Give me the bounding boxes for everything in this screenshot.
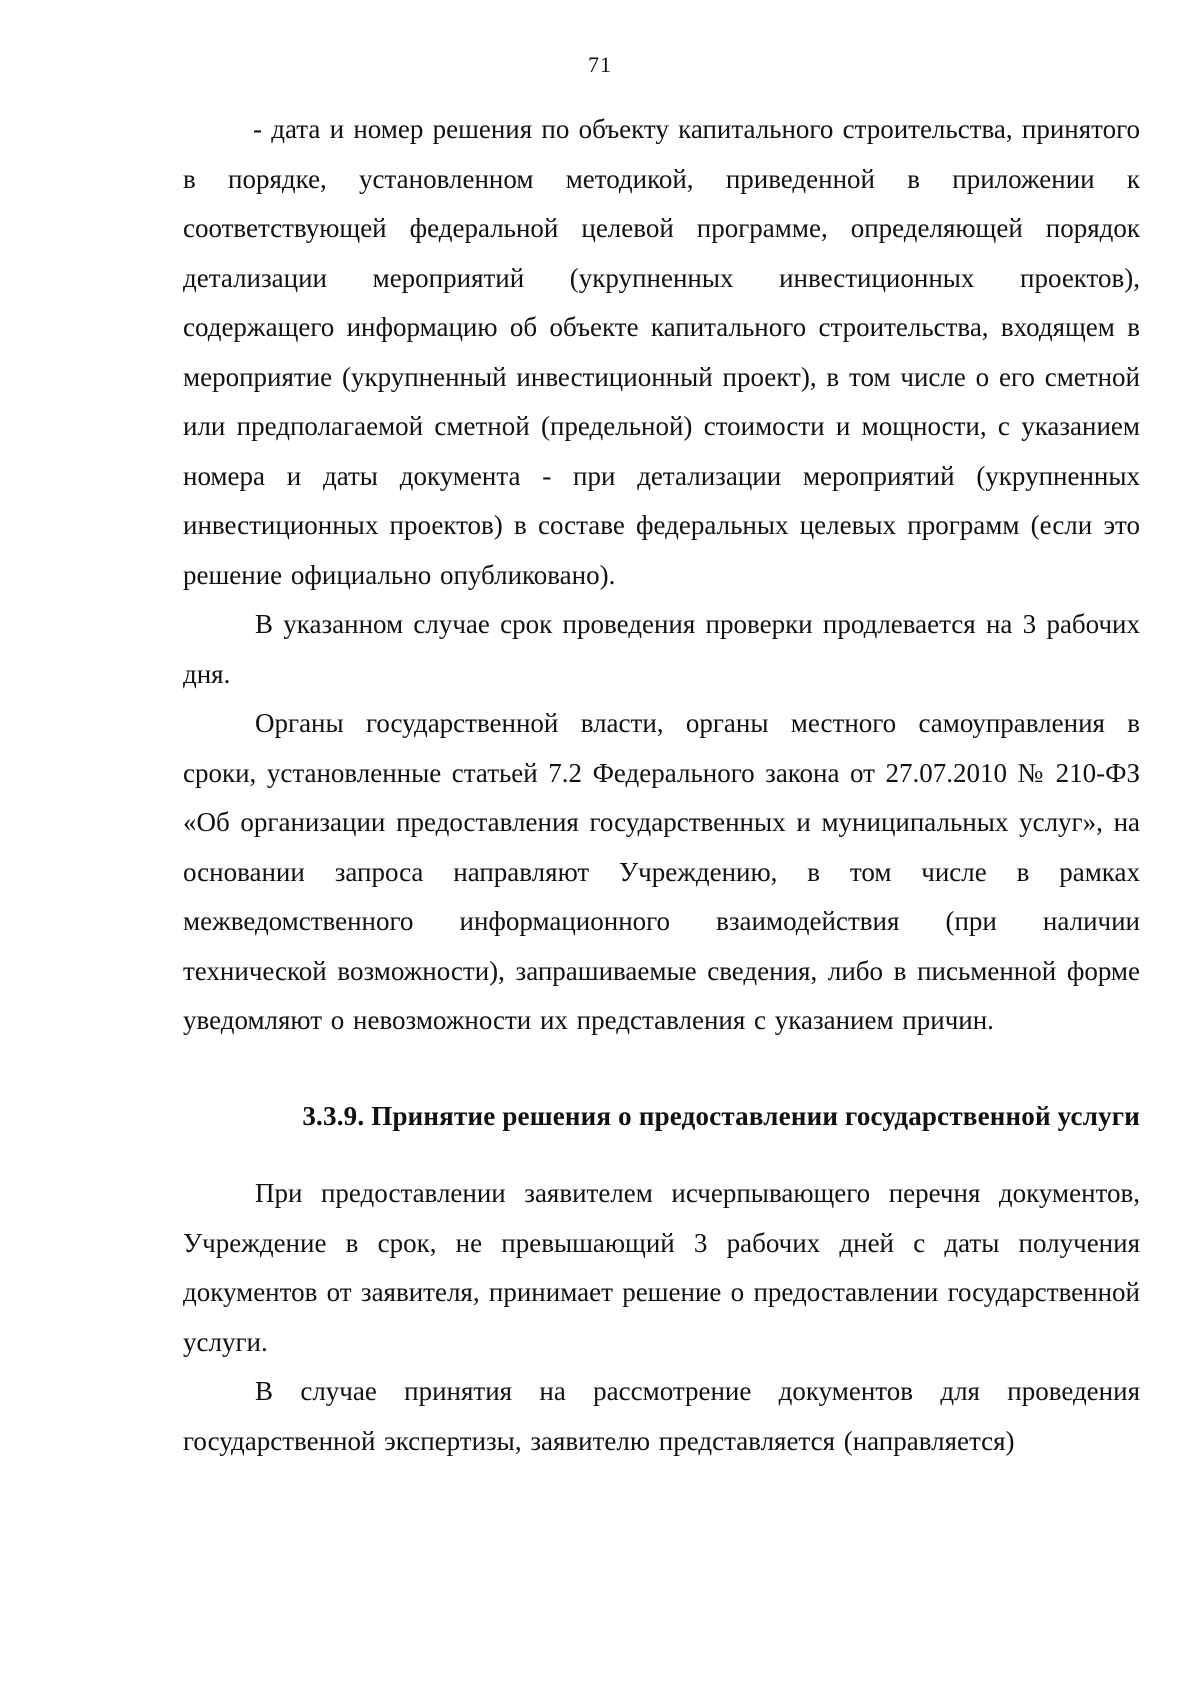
paragraph-decision-making: При предоставлении заявителем исчерпывающего перечня документов, Учреждение в срок, не превышающий 3 рабочих дней с даты получения документов от заявителя, принимает решение о предоставлении государственной услуги. xyxy=(183,1178,1140,1357)
paragraph-check-extension: В указанном случае срок проведения проверки продлевается на 3 рабочих дня. xyxy=(183,609,1140,689)
paragraph-authorities-response: Органы государственной власти, органы местного самоуправления в сроки, установленные статьей 7.2 Федерального закона от 27.07.2010 № 210-ФЗ «Об организации предоставления государственных и муниципальных услуг», на основании запроса направляют Учреждению, в том числе в рамках межведомственного информационного взаимодействия (при наличии технической возможности), запрашиваемые сведения, либо в письменной форме уведомляют о невозможности их представления с указанием причин. xyxy=(183,708,1140,1035)
paragraph-expertise-acceptance: В случае принятия на рассмотрение документов для проведения государственной экспертизы, заявителю представляется (направляется) xyxy=(183,1376,1140,1456)
paragraph-decision-details: - дата и номер решения по объекту капитального строительства, принятого в порядке, установленном методикой, приведенной в приложении к соответствующей федеральной целевой программе, определяющей порядок детализации мероприятий (укрупненных инвестиционных проектов), содержащего информацию об объекте капитального строительства, входящем в мероприятие (укрупненный инвестиционный проект), в том числе о его сметной или предполагаемой сметной (предельной) стоимости и мощности, с указанием номера и даты документа - при детализации мероприятий (укрупненных инвестиционных проектов) в составе федеральных целевых программ (если это решение официально опубликовано). xyxy=(183,114,1140,590)
page-number: 71 xyxy=(588,52,612,77)
page-body xyxy=(183,105,1140,1466)
section-heading: 3.3.9. Принятие решения о предоставлении государственной услуги xyxy=(302,1100,1140,1131)
